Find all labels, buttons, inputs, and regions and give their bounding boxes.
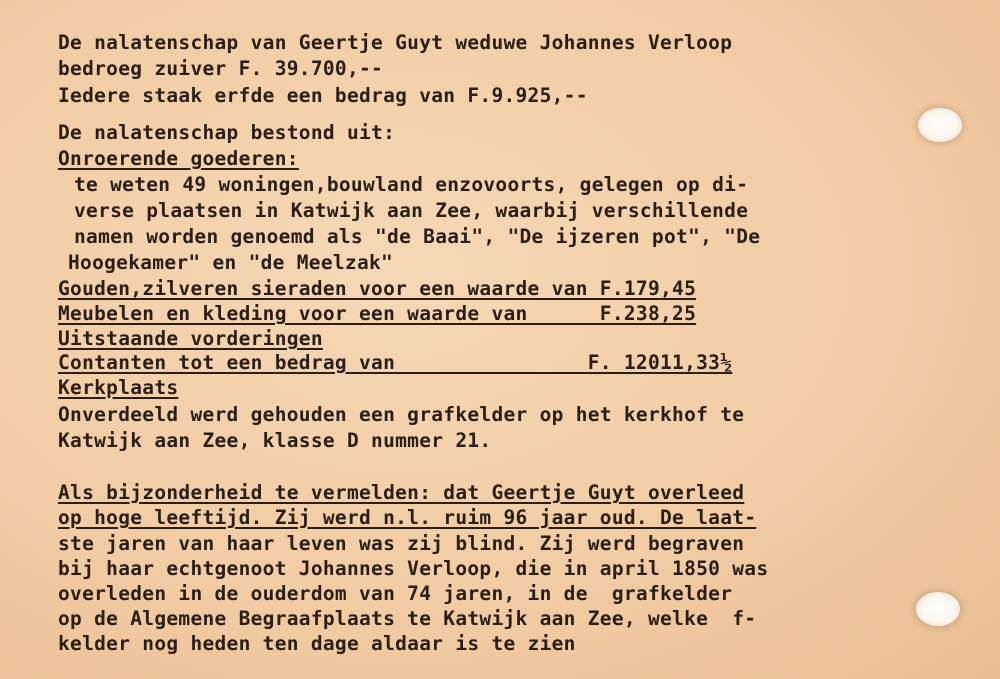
line-4: De nalatenschap bestond uit: [58,121,396,144]
item-kerkplaats: Kerkplaats [58,376,179,399]
line-6: te weten 49 woningen,bouwland enzovoorts, gelegen op di- [74,173,749,196]
heading-onroerende-goederen: Onroerende goederen: [58,147,299,170]
item-vorderingen: Uitstaande vorderingen [58,327,323,350]
item-meubelen: Meubelen en kleding voor een waarde van F.238,25 [58,302,697,325]
line-16: Katwijk aan Zee, klasse D nummer 21. [58,429,492,452]
line-8: namen worden genoemd als "de Baai", "De ijzeren pot", "De [74,225,761,248]
line-9: Hoogekamer" en "de Meelzak" [68,251,394,274]
line-20: bij haar echtgenoot Johannes Verloop, die in april 1850 was [58,557,769,580]
line-23: kelder nog heden ten dage aldaar is te zien [58,632,576,655]
line-7: verse plaatsen in Katwijk aan Zee, waarbij verschillende [74,199,749,222]
line-3: Iedere staak erfde een bedrag van F.9.925,-- [58,84,588,107]
line-21: overleden in de ouderdom van 74 jaren, in de grafkelder [58,582,733,605]
line-17: Als bijzonderheid te vermelden: dat Geertje Guyt overleed [58,481,745,504]
line-15: Onverdeeld werd gehouden een grafkelder op het kerkhof te [58,403,745,426]
punch-hole-top [918,108,962,142]
line-18: op hoge leeftijd. Zij werd n.l. ruim 96 jaar oud. De laat- [58,506,757,529]
line-19: ste jaren van haar leven was zij blind. Zij werd begraven [58,532,745,555]
punch-hole-bottom [916,592,960,626]
line-22: op de Algemene Begraafplaats te Katwijk aan Zee, welke f- [58,607,757,630]
line-1: De nalatenschap van Geertje Guyt weduwe Johannes Verloop [58,31,733,54]
item-sieraden: Gouden,zilveren sieraden voor een waarde van F.179,45 [58,277,697,300]
line-2: bedroeg zuiver F. 39.700,-- [58,57,384,80]
item-contanten: Contanten tot een bedrag van F. 12011,33½ [58,351,733,374]
